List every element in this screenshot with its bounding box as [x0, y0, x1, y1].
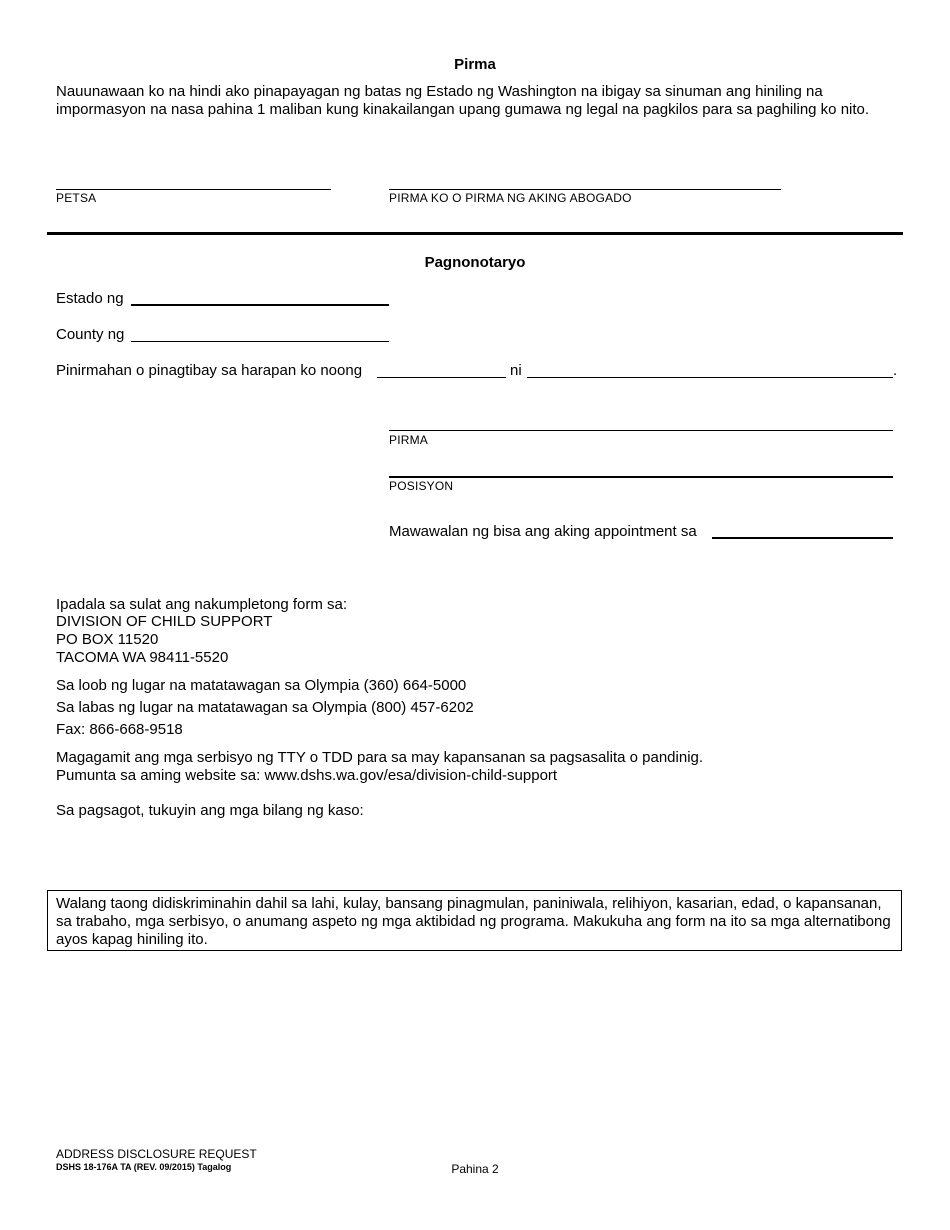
signature-heading: Pirma: [454, 56, 496, 73]
form-id: DSHS 18-176A TA (REV. 09/2015) Tagalog: [56, 1162, 232, 1172]
website-notice: Pumunta sa aming website sa: www.dshs.wa.gov/esa/division-child-support: [56, 767, 558, 784]
signed-before-label: Pinirmahan o pinagtibay sa harapan ko noong: [56, 362, 363, 379]
nondiscrimination-box: [47, 890, 902, 951]
by-label: ni: [510, 362, 522, 379]
fax-number: Fax: 866-668-9518: [56, 721, 183, 738]
signature-statement: Nauunawaan ko na hindi ako pinapayagan ng batas ng Estado ng Washington na ibigay sa sinuman ang hiniling na impormasyon na nasa pahina 1 maliban kung kinakailangan upang gumawa ng legal na pagkilos para sa paghiling ko nito.: [56, 83, 870, 118]
nondiscrimination-text: Walang taong didiskriminahin dahil sa lahi, kulay, bansang pinagmulan, paniniwala, relihiyon, kasarian, edad, o kapansanan, sa trabaho, mga serbisyo, o anumang aspeto ng mga aktibidad ng programa. Makukuha ang form na ito sa mga alternatibong ayos kapag hiniling ito.: [56, 895, 891, 948]
county-field[interactable]: [131, 341, 389, 342]
state-field[interactable]: [131, 304, 389, 306]
mail-intro: Ipadala sa sulat ang nakumpletong form sa:: [56, 596, 348, 613]
county-label: County ng: [56, 326, 125, 343]
signature-line[interactable]: [389, 189, 781, 190]
tty-notice: Magagamit ang mga serbisyo ng TTY o TDD para sa may kapansanan sa pagsasalita o pandinig.: [56, 749, 704, 766]
outside-phone: Sa labas ng lugar na matatawagan sa Olympia (800) 457-6202: [56, 699, 474, 716]
section-divider: [47, 232, 903, 235]
form-title: ADDRESS DISCLOSURE REQUEST: [56, 1147, 257, 1161]
appointment-expires-field[interactable]: [712, 537, 893, 539]
notary-heading: Pagnonotaryo: [424, 254, 526, 271]
date-label: PETSA: [56, 191, 97, 205]
period-mark: .: [893, 362, 898, 379]
appointment-expires-label: Mawawalan ng bisa ang aking appointment sa: [389, 523, 697, 540]
signed-date-field[interactable]: [377, 377, 506, 378]
position-label: POSISYON: [389, 479, 454, 493]
page-number: Pahina 2: [451, 1162, 499, 1176]
case-numbers-label: Sa pagsagot, tukuyin ang mga bilang ng kaso:: [56, 802, 364, 819]
local-phone: Sa loob ng lugar na matatawagan sa Olympia (360) 664-5000: [56, 677, 467, 694]
mail-address-line3: TACOMA WA 98411-5520: [56, 649, 229, 666]
position-line[interactable]: [389, 476, 893, 478]
notary-signature-label: PIRMA: [389, 433, 429, 447]
mail-address-line1: DIVISION OF CHILD SUPPORT: [56, 613, 273, 630]
state-label: Estado ng: [56, 290, 124, 307]
signature-label: PIRMA KO O PIRMA NG AKING ABOGADO: [389, 191, 632, 205]
mail-address-line2: PO BOX 11520: [56, 631, 159, 648]
date-line[interactable]: [56, 189, 331, 190]
notary-signature-line[interactable]: [389, 430, 893, 431]
signer-name-field[interactable]: [527, 377, 893, 378]
